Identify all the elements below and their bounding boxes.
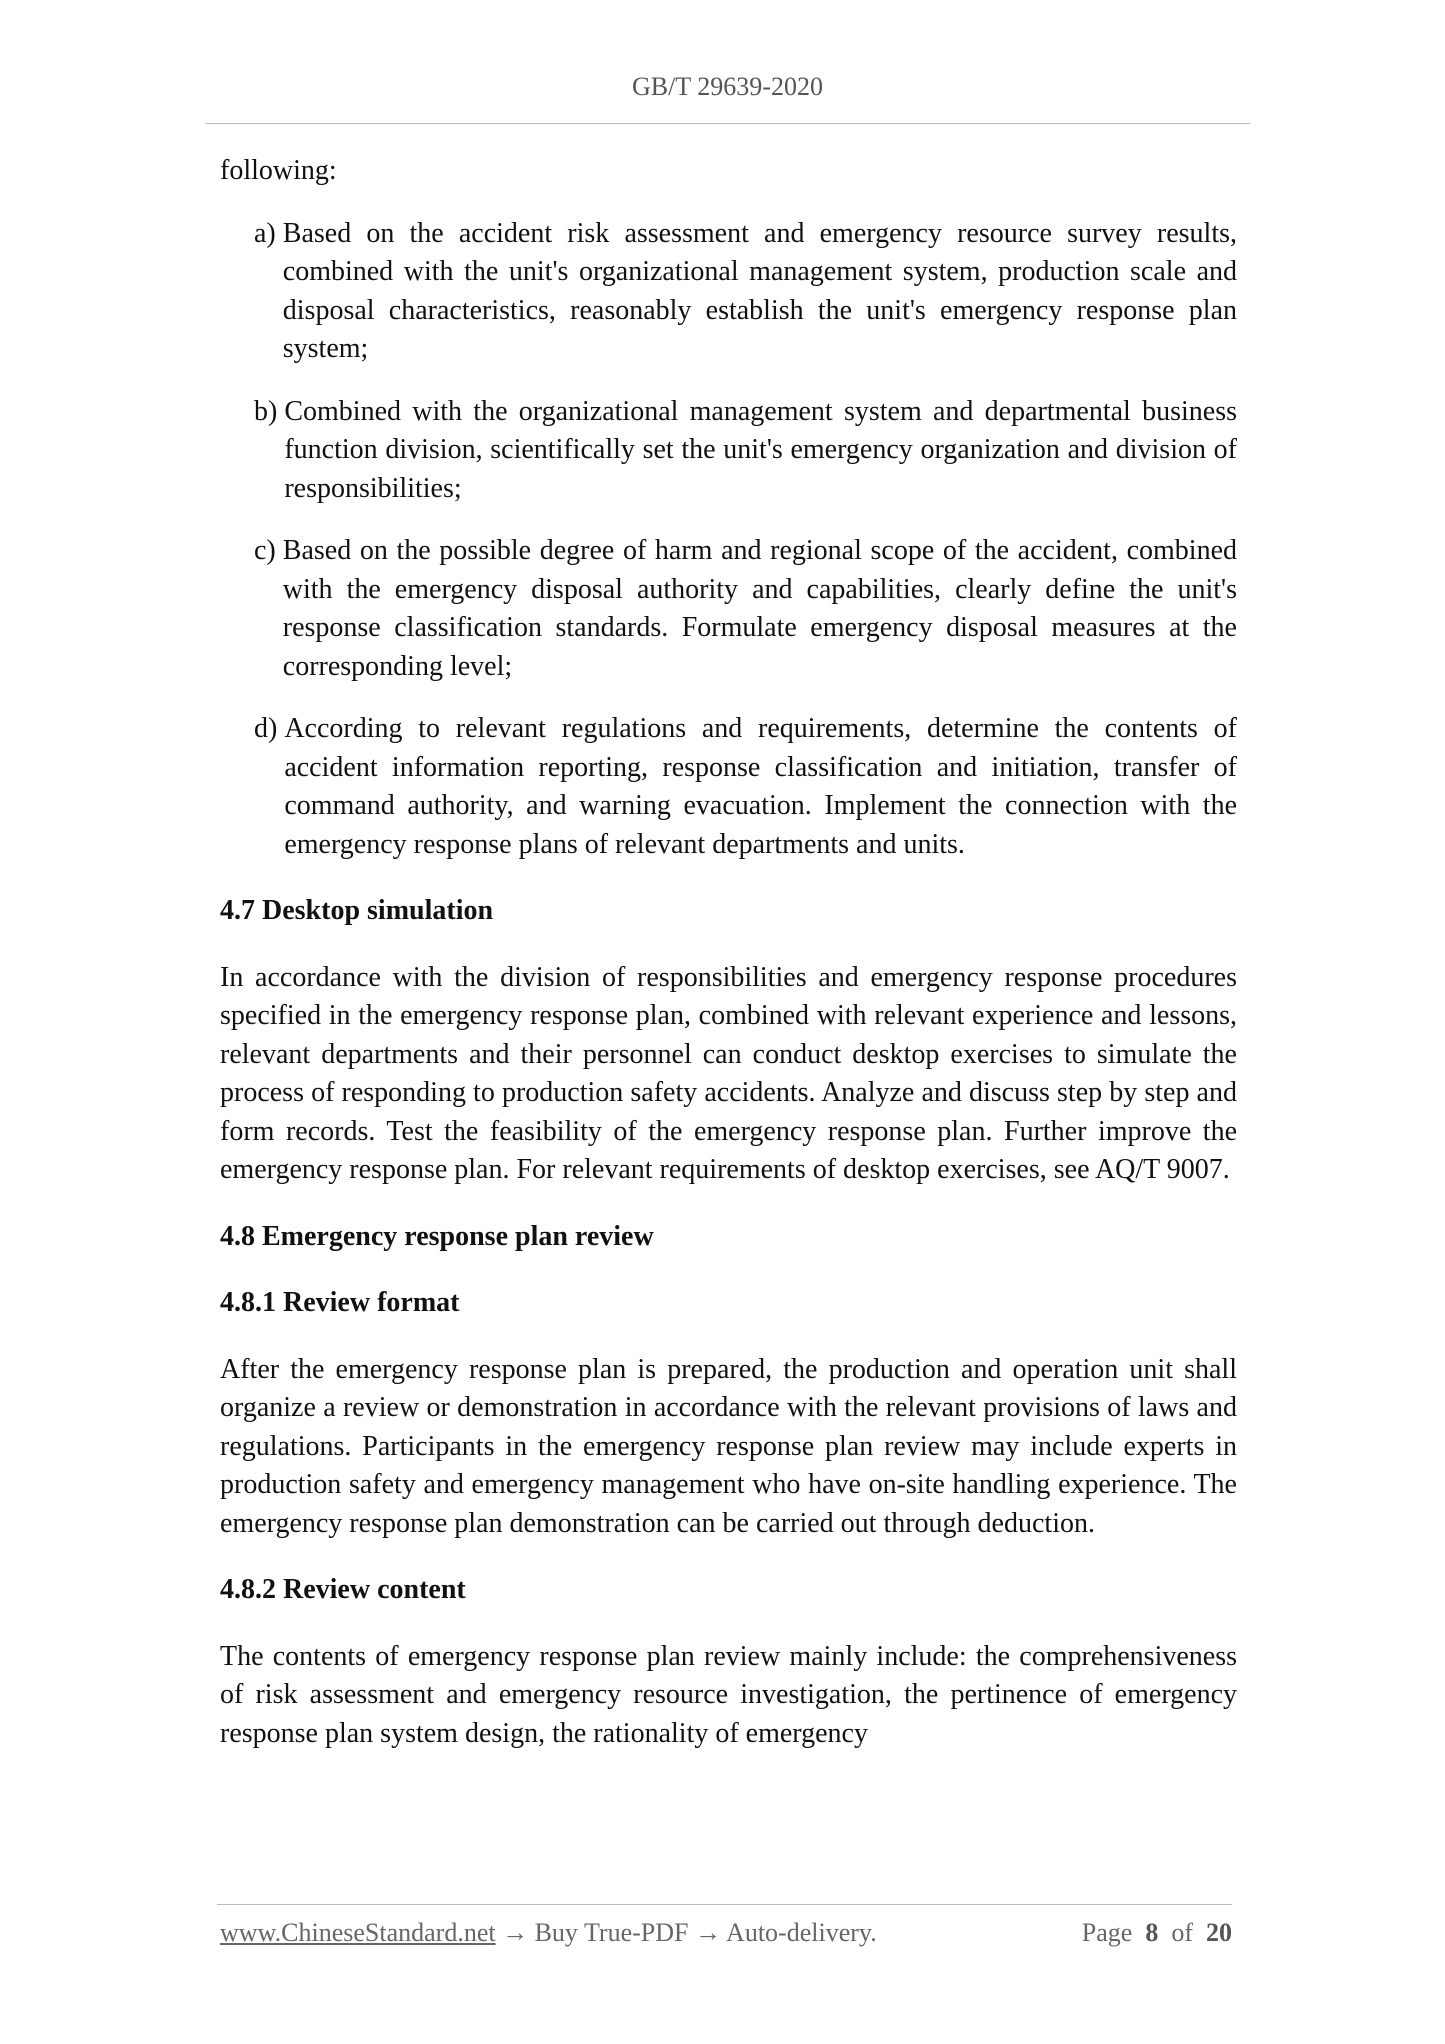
- list-marker: a): [254, 217, 276, 249]
- footer-promo: [220, 1918, 877, 1948]
- section-heading-4-8: 4.8 Emergency response plan review: [220, 1220, 654, 1252]
- list-item-c: [254, 532, 1237, 686]
- section-heading-4-7: 4.7 Desktop simulation: [220, 895, 494, 926]
- page-footer: [220, 1918, 1232, 1948]
- section-body-4-8-2: The contents of emergency response plan review mainly include: the comprehensiveness of risk assessment and emergency resource investigation, the pertinence of emergency response plan system design, the rationality of emergency: [220, 1640, 1237, 1749]
- page-current: 8: [1145, 1918, 1159, 1947]
- list-marker: c): [254, 535, 276, 566]
- page-total: 20: [1206, 1918, 1232, 1947]
- list-text: Combined with the organizational management system and departmental business function division, scientifically set the unit's emergency organization and division of responsibilities;: [284, 395, 1237, 504]
- lead-text: following:: [220, 155, 337, 186]
- section-body-4-7: In accordance with the division of responsibilities and emergency response procedures specified in the emergency response plan, combined with relevant experience and lessons, relevant departments and their personnel can conduct desktop exercises to simulate the process of responding to production safety accidents. Analyze and discuss step by step and form records. Test the feasibility of the emergency response plan. Further improve the emergency response plan. For relevant requirements of desktop exercises, see AQ/T 9007.: [220, 961, 1237, 1185]
- header-divider: [205, 123, 1250, 124]
- list-item-a: [254, 215, 1237, 369]
- site-link[interactable]: www.ChineseStandard.net: [220, 1918, 496, 1947]
- footer-divider: [217, 1904, 1232, 1905]
- list-marker: d): [254, 713, 278, 744]
- list-text: Based on the accident risk assessment and emergency resource survey results, combined with the unit's organizational management system, production scale and disposal characteristics, reasonably establish the unit's emergency response plan system;: [282, 217, 1237, 364]
- list-text: Based on the possible degree of harm and regional scope of the accident, combined with the emergency disposal authority and capabilities, clearly define the unit's response classification standards. Formulate emergency disposal measures at the corresponding level;: [282, 535, 1237, 682]
- promo-text: → Buy True-PDF → Auto-delivery.: [495, 1918, 877, 1947]
- list-marker: b): [254, 395, 278, 427]
- page-header: GB/T 29639-2020: [632, 72, 823, 101]
- page-number: Page 8 of 20: [1081, 1918, 1232, 1947]
- list-item-d: [254, 710, 1237, 864]
- section-heading-4-8-1: 4.8.1 Review format: [220, 1287, 460, 1318]
- section-body-4-8-1: After the emergency response plan is prepared, the production and operation unit shall organize a review or demonstration in accordance with the relevant provisions of laws and regulations. Participants in the emergency response plan review may include experts in production safety and emergency management who have on-site handling experience. The emergency response plan demonstration can be carried out through deduction.: [220, 1353, 1237, 1539]
- document-body: [220, 152, 1237, 1753]
- list-text: According to relevant regulations and requirements, determine the contents of accident information reporting, response classification and initiation, transfer of command authority, and warning evacuation. Implement the connection with the emergency response plans of relevant departments and units.: [284, 713, 1237, 860]
- section-heading-4-8-2: 4.8.2 Review content: [220, 1574, 466, 1605]
- list-item-b: [254, 393, 1237, 509]
